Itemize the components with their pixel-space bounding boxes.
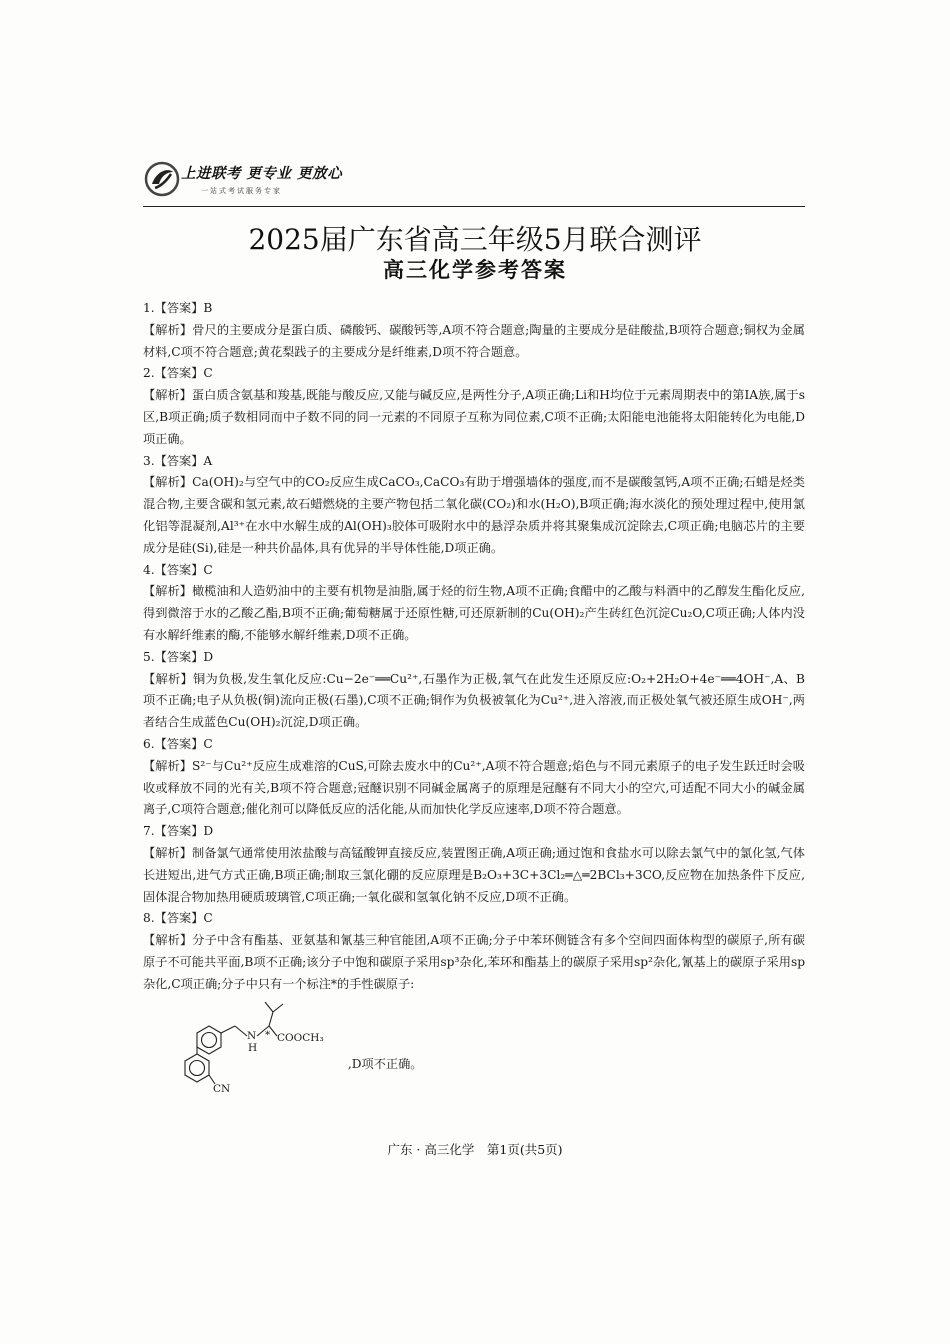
analysis-paragraph: 【解析】S²⁻与Cu²⁺反应生成难溶的CuS,可除去废水中的Cu²⁺,A项不符合题意;焰色与不同元素原子的电子发生跃迁时会吸收或释放不同的光有关,B项不符合题意;冠醚识别不同碱金属离子的原理是冠醚有不同大小的空穴,可适配不同大小的碱金属离子,C项符合题意;催化剂可以降低反应的活化能,从而加快化学反应速率,D项不符合题意。	[143, 758, 805, 817]
answer-line: 7.【答案】D	[143, 824, 214, 839]
answer-content	[143, 298, 805, 1098]
page-footer: 广东 · 高三化学 第1页(共5页)	[387, 1142, 563, 1157]
molecule-structure	[165, 996, 340, 1098]
answer-line: 3.【答案】A	[143, 453, 213, 468]
page-subtitle: 高三化学参考答案	[383, 258, 567, 282]
chiral-star-label: *	[265, 1028, 271, 1041]
answer-line: 8.【答案】C	[143, 911, 213, 926]
analysis-paragraph: 【解析】分子中含有酯基、亚氨基和氰基三种官能团,A项不正确;分子中苯环侧链含有多个空间四面体构型的碳原子,所有碳原子不可能共平面,B项不正确;该分子中饱和碳原子采用sp³杂化,苯环和酯基上的碳原子采用sp²杂化,氰基上的碳原子采用sp杂化,C项正确;分子中只有一个标注*的手性碳原子:	[143, 933, 805, 991]
analysis-paragraph: 【解析】铜为负极,发生氧化反应:Cu−2e⁻══Cu²⁺,石墨作为正极,氧气在此发生还原反应:O₂+2H₂O+4e⁻══4OH⁻,A、B项不正确;电子从负极(铜)流向正极(石墨),C项不正确;铜作为负极被氧化为Cu²⁺,进入溶液,而正极处氧气被还原生成OH⁻,两者结合生成蓝色Cu(OH)₂沉淀,D项正确。	[143, 671, 805, 730]
analysis-paragraph: 【解析】制备氯气通常使用浓盐酸与高锰酸钾直接反应,装置图正确,A项正确;通过饱和食盐水可以除去氯气中的氯化氢,气体长进短出,进气方式正确,B项正确;制取三氯化硼的反应原理是B₂O₃+3C+3Cl₂═△═2BCl₃+3CO,反应物在加热条件下反应,固体混合物加热用硬质玻璃管,C项正确;一氧化碳和氢氧化钠不反应,D项不正确。	[143, 845, 805, 904]
answer-line: 5.【答案】D	[143, 649, 214, 664]
answer-line: 4.【答案】C	[143, 562, 213, 577]
molecule-ester-label: COOCH₃	[277, 1031, 324, 1044]
header-bar	[143, 158, 805, 207]
molecule-cn-label: CN	[213, 1082, 231, 1095]
brand-slogan: 上进联考 更专业 更放心	[181, 166, 343, 182]
analysis-paragraph: 【解析】骨尺的主要成分是蛋白质、磷酸钙、碳酸钙等,A项不符合题意;陶量的主要成分是硅酸盐,B项符合题意;铜权为金属材料,C项不符合题意;黄花梨践子的主要成分是纤维素,D项不符合题意。	[143, 322, 805, 359]
page-title: 2025届广东省高三年级5月联合测评	[248, 223, 702, 256]
answer-line: 6.【答案】C	[143, 736, 213, 751]
brand-logo-icon	[143, 158, 181, 200]
molecule-n-label: N	[247, 1029, 257, 1042]
molecule-h-label: H	[248, 1041, 258, 1054]
analysis-paragraph: 【解析】橄榄油和人造奶油中的主要有机物是油脂,属于烃的衍生物,A项不正确;食醋中的乙酸与料酒中的乙醇发生酯化反应,得到微溶于水的乙酸乙酯,B项不正确;葡萄糖属于还原性糖,可还原新制的Cu(OH)₂产生砖红色沉淀Cu₂O,C项正确;人体内没有水解纤维素的酶,不能够水解纤维素,D项不正确。	[143, 584, 805, 642]
answer-line: 2.【答案】C	[143, 366, 213, 381]
analysis-paragraph: 【解析】Ca(OH)₂与空气中的CO₂反应生成CaCO₃,CaCO₃有助于增强墙体的强度,而不是碳酸氢钙,A项不正确;石蜡是烃类混合物,主要含碳和氢元素,故石蜡燃烧的主要产物包括二氧化碳(CO₂)和水(H₂O),B项正确;海水淡化的预处理过程中,使用氯化铝等混凝剂,Al³⁺在水中水解生成的Al(OH)₃胶体可吸附水中的悬浮杂质并将其聚集成沉淀除去,C项正确;电脑芯片的主要成分是硅(Si),硅是一种共价晶体,具有优异的半导体性能,D项正确。	[143, 475, 805, 555]
molecule-tail-text: ,D项不正确。	[347, 1056, 423, 1071]
brand-subslogan: 一站式考试服务专家	[201, 187, 282, 195]
molecule-row	[165, 996, 805, 1098]
analysis-paragraph: 【解析】蛋白质含氨基和羧基,既能与酸反应,又能与碱反应,是两性分子,A项正确;Li和H均位于元素周期表中的第ⅠA族,属于s区,B项正确;质子数相同而中子数不同的同一元素的不同原子互称为同位素,C项不正确;太阳能电池能将太阳能转化为电能,D项正确。	[143, 388, 805, 446]
answer-line: 1.【答案】B	[143, 301, 213, 315]
